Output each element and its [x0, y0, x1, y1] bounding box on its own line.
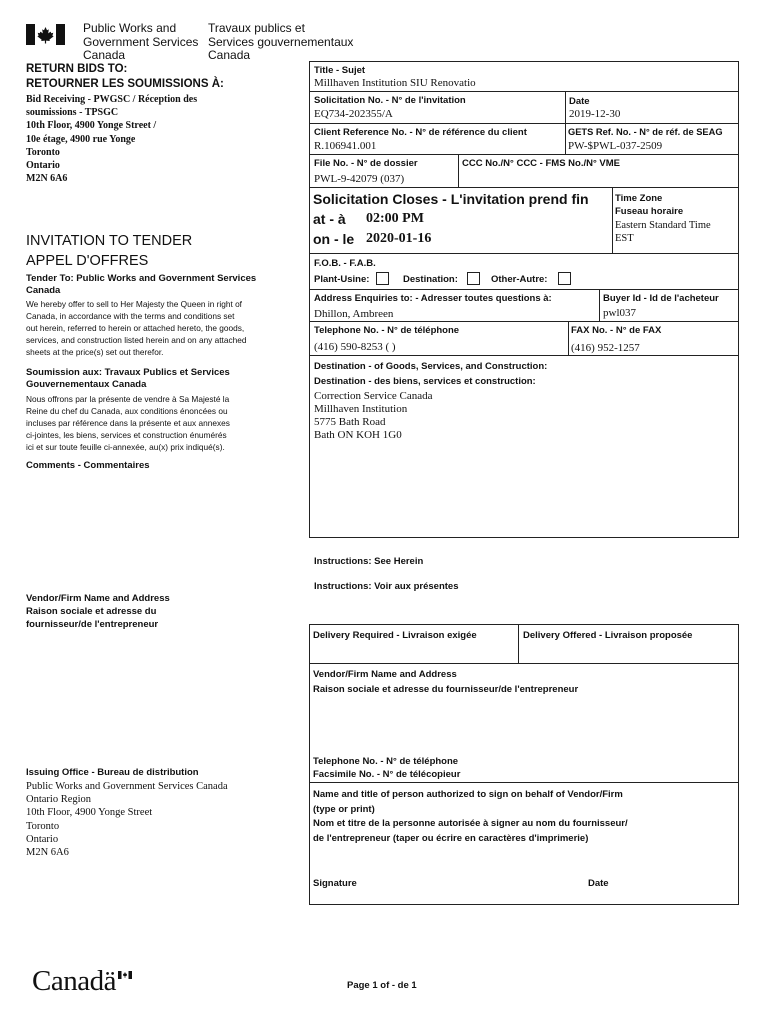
time-zone-label: Time Zone Fuseau horaire [615, 193, 684, 217]
page-number: Page 1 of - de 1 [347, 980, 417, 991]
telephone-value: (416) 590-8253 ( ) [314, 341, 396, 353]
address-enquiries-label: Address Enquiries to: - Adresser toutes questions à: [314, 293, 552, 304]
wordmark-flag-icon [118, 966, 132, 974]
fob-label: F.O.B. - F.A.B. [314, 258, 376, 269]
plant-usine-label: Plant-Usine: [314, 274, 370, 285]
department-name-en: Public Works and Government Services Canada [83, 21, 199, 62]
authorized-signatory-label: Name and title of person authorized to sign on behalf of Vendor/Firm (type or print) Nom et titre de la personne autorisée à signer au nom du fournisseur/ de l'entrepreneur (taper ou écrire en caractères d'imprimerie) [313, 789, 628, 844]
canada-wordmark: Canadä [32, 965, 116, 997]
comments-label: Comments - Commentaires [26, 460, 150, 471]
vendor-firm-label: Vendor/Firm Name and Address Raison sociale et adresse du fournisseur/de l'entrepreneur [313, 669, 579, 695]
buyer-id-label: Buyer Id - Id de l'acheteur [603, 293, 719, 304]
time-zone-value: Eastern Standard Time EST [615, 220, 711, 244]
file-no-label: File No. - N° de dossier [314, 158, 418, 169]
date-label: Date [569, 96, 590, 107]
file-no-value: PWL-9-42079 (037) [314, 173, 405, 185]
tender-to-text: We hereby offer to sell to Her Majesty the Queen in right of Canada, in accordance with the terms and conditions set out herein, referred to herein or attached hereto, the goods, services, and construction listed herein and on any attached sheets at the price(s) set out therefor. [26, 299, 247, 357]
gets-ref-value: PW-$PWL-037-2509 [568, 140, 663, 152]
fax-label: FAX No. - N° de FAX [571, 325, 662, 336]
destination-goods-label: Destination - of Goods, Services, and Construction: Destination - des biens, services et construction: [314, 361, 548, 387]
address-enquiries-value: Dhillon, Ambreen [314, 308, 394, 320]
closes-date-value: 2020-01-16 [366, 231, 432, 246]
instructions-en: Instructions: See Herein [314, 556, 424, 567]
closes-on-label: on - le [313, 231, 355, 247]
title-label: Title - Sujet [314, 65, 366, 76]
issuing-office-address: Public Works and Government Services Canada Ontario Region 10th Floor, 4900 Yonge Street Toronto Ontario M2N 6A6 [26, 781, 228, 859]
return-bids-address: Bid Receiving - PWGSC / Réception des soumissions - TPSGC 10th Floor, 4900 Yonge Street / 10e étage, 4900 rue Yonge Toronto Ontario M2N 6A6 [26, 94, 198, 185]
plant-usine-checkbox[interactable] [376, 272, 389, 285]
signature-date-label: Date [588, 878, 609, 889]
department-name-fr: Travaux publics et Services gouvernementaux Canada [208, 21, 354, 62]
date-value: 2019-12-30 [569, 108, 621, 120]
client-reference-label: Client Reference No. - N° de référence du client [314, 127, 527, 138]
destination-goods-address: Correction Service Canada Millhaven Institution 5775 Bath Road Bath ON KOH 1G0 [314, 390, 433, 441]
destination-label: Destination: [403, 274, 458, 285]
vendor-phone-fax-label: Telephone No. - N° de téléphone Facsimile No. - N° de télécopieur [313, 756, 461, 780]
return-bids-title: RETURN BIDS TO: RETOURNER LES SOUMISSIONS À: [26, 63, 224, 90]
solicitation-closes-heading: Solicitation Closes - L'invitation prend fin [313, 191, 589, 207]
delivery-offered-label: Delivery Offered - Livraison proposée [523, 630, 693, 641]
telephone-label: Telephone No. - N° de téléphone [314, 325, 460, 336]
soumission-label: Soumission aux: Travaux Publics et Services Gouvernementaux Canada [26, 367, 230, 390]
title-value: Millhaven Institution SIU Renovatio [314, 77, 476, 89]
gets-ref-label: GETS Ref. No. - N° de réf. de SEAG [568, 127, 723, 137]
soumission-text: Nous offrons par la présente de vendre à Sa Majesté la Reine du chef du Canada, aux conditions énoncées ou incluses par référence dans la présente et aux annexes ci-jointes, les biens, services et construction énumérés ici et sur toute feuille ci-annexée, au(x) prix indiqué(s). [26, 394, 230, 452]
tender-to-label: Tender To: Public Works and Government Services Canada [26, 273, 257, 296]
canada-flag-icon [26, 24, 65, 45]
solicitation-no-label: Solicitation No. - N° de l'invitation [314, 95, 466, 106]
closes-time-value: 02:00 PM [366, 211, 424, 226]
fax-value: (416) 952-1257 [571, 342, 640, 354]
delivery-required-label: Delivery Required - Livraison exigée [313, 630, 477, 641]
other-autre-label: Other-Autre: [491, 274, 548, 285]
invitation-title: INVITATION TO TENDER APPEL D'OFFRES [26, 233, 193, 269]
issuing-office-label: Issuing Office - Bureau de distribution [26, 767, 199, 778]
other-autre-checkbox[interactable] [558, 272, 571, 285]
instructions-fr: Instructions: Voir aux présentes [314, 581, 459, 592]
closes-at-label: at - à [313, 211, 346, 227]
ccc-fms-label: CCC No./N° CCC - FMS No./N° VME [462, 158, 621, 169]
client-reference-value: R.106941.001 [314, 140, 377, 152]
vendor-firm-left-label: Vendor/Firm Name and Address Raison sociale et adresse du fournisseur/de l'entrepreneur [26, 593, 170, 630]
solicitation-no-value: EQ734-202355/A [314, 108, 393, 120]
destination-checkbox[interactable] [467, 272, 480, 285]
signature-label: Signature [313, 878, 357, 889]
buyer-id-value: pwl037 [603, 307, 636, 319]
